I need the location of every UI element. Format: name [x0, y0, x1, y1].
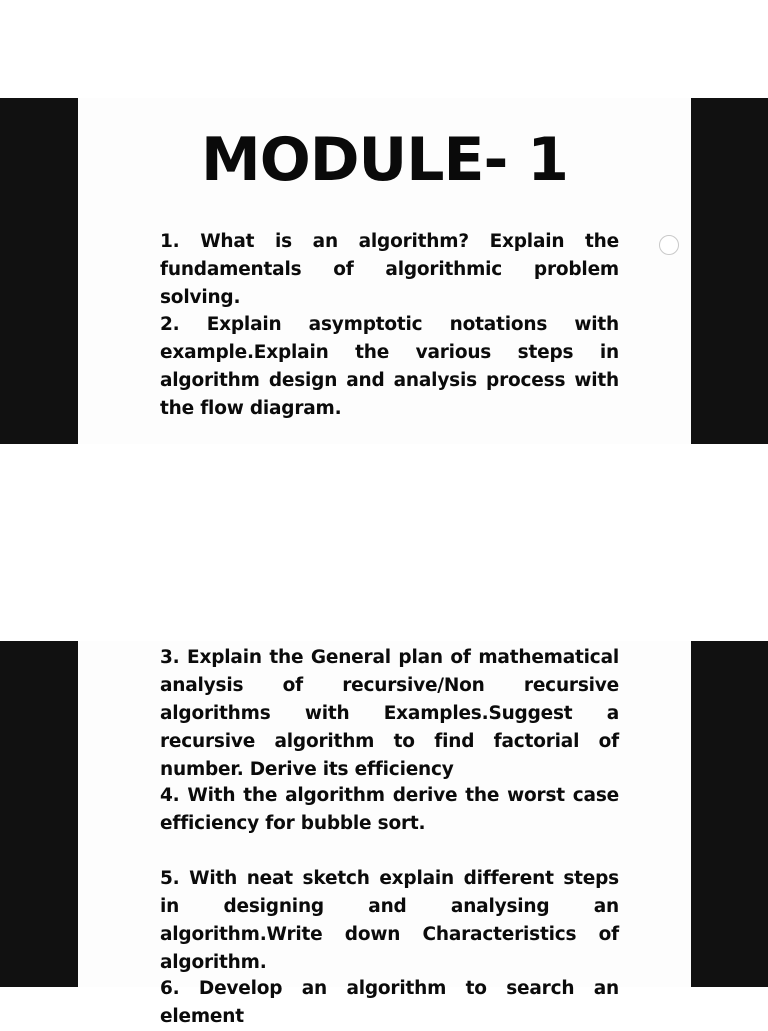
question-4: 4. With the algorithm derive the worst case efficiency for bubble sort. — [160, 785, 619, 834]
page1-left-margin — [0, 98, 78, 444]
question-2: 2. Explain asymptotic notations with example.Explain the various steps in algorithm design and analysis process with the flow diagram. — [160, 314, 619, 419]
page1-right-margin — [691, 98, 768, 444]
question-1: 1. What is an algorithm? Explain the fundamentals of algorithmic problem solving. — [160, 231, 619, 308]
question-5: 5. With neat sketch explain different steps in designing and analysing an algorithm.Write down Characteristics of algorithm. — [160, 868, 619, 973]
page2-right-margin — [691, 641, 768, 987]
radio-button[interactable] — [659, 235, 679, 255]
module-title: MODULE- 1 — [201, 125, 568, 195]
question-6-partial: 6. Develop an algorithm to search an element — [160, 978, 619, 1027]
question-3: 3. Explain the General plan of mathematical analysis of recursive/Non recursive algorithms with Examples.Suggest a recursive algorithm to find factorial of number. Derive its efficiency — [160, 647, 619, 780]
page2-left-margin — [0, 641, 78, 987]
